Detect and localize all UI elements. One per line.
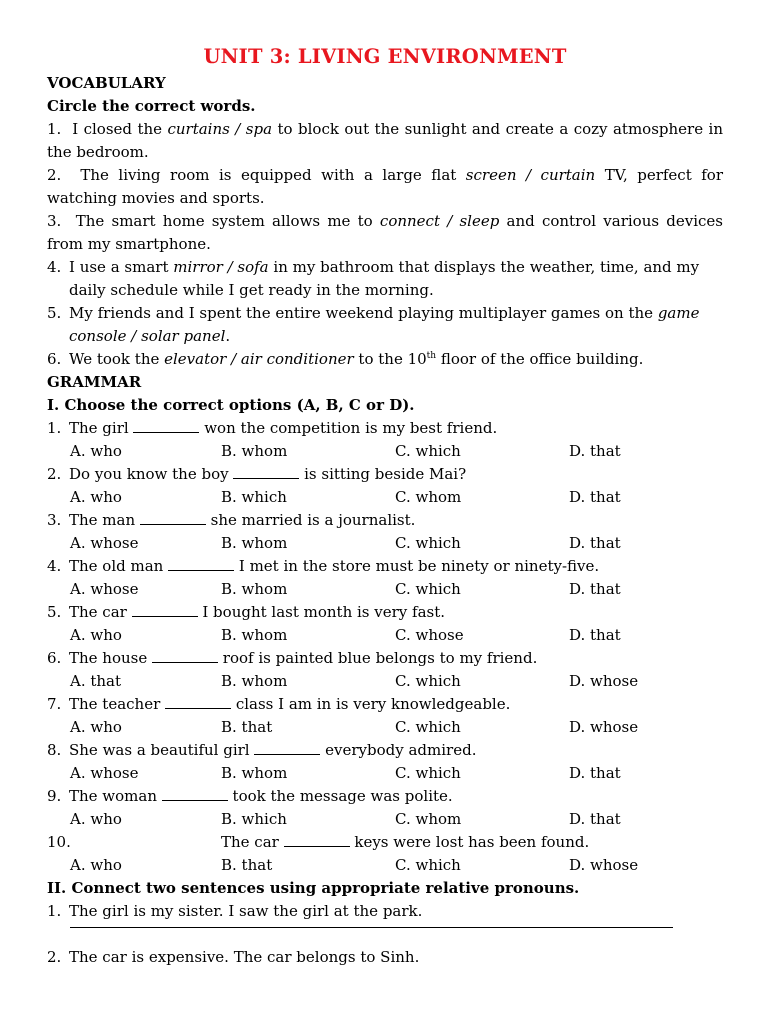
option-b[interactable]: B. whom — [221, 442, 288, 460]
question-stem — [47, 555, 723, 578]
option-d[interactable]: D. that — [569, 442, 621, 460]
question-text-after: keys were lost has been found. — [349, 833, 590, 851]
vocab-choice: screen / curtain — [465, 166, 596, 184]
vocab-number: 5. — [47, 304, 62, 322]
question-number: 9. — [47, 787, 62, 805]
option-b[interactable]: B. that — [221, 856, 273, 874]
option-d[interactable]: D. that — [569, 764, 621, 782]
question-text-after: I met in the store must be ninety or ninety-five. — [234, 557, 600, 575]
question-stem — [47, 601, 723, 624]
question-text-before: She was a beautiful girl — [69, 741, 255, 759]
connect-item-1 — [47, 900, 723, 946]
vocab-item-1 — [47, 118, 723, 164]
question-text-before: The girl — [69, 419, 134, 437]
question-text-after: roof is painted blue belongs to my friend. — [218, 649, 538, 667]
answer-blank[interactable] — [162, 786, 228, 801]
question-item — [47, 647, 723, 693]
vocab-text: We took the — [69, 350, 165, 368]
vocab-text-continued: watching movies and sports. — [47, 189, 265, 207]
question-text-after: is sitting beside Mai? — [299, 465, 467, 483]
question-number: 10. — [47, 833, 71, 851]
option-a[interactable]: A. who — [70, 810, 122, 828]
vocab-text: . — [225, 327, 231, 345]
superscript: th — [426, 351, 437, 361]
vocab-item-6 — [47, 348, 723, 371]
vocab-text: and control various devices — [499, 212, 724, 230]
option-c[interactable]: C. which — [395, 718, 461, 736]
option-a[interactable]: A. whose — [70, 534, 139, 552]
question-text-after: everybody admired. — [320, 741, 477, 759]
option-d[interactable]: D. whose — [569, 718, 639, 736]
vocab-choice: mirror / sofa — [173, 258, 269, 276]
vocab-text-continued: from my smartphone. — [47, 235, 211, 253]
question-item — [47, 463, 723, 509]
option-d[interactable]: D. whose — [569, 672, 639, 690]
question-text-before: The house — [69, 649, 153, 667]
vocab-text: TV, perfect for — [595, 166, 723, 184]
answer-blank[interactable] — [140, 510, 206, 525]
option-c[interactable]: C. whom — [395, 810, 462, 828]
question-text-after: took the message was polite. — [227, 787, 453, 805]
question-stem — [47, 647, 723, 670]
vocab-choice: console / solar panel — [69, 327, 226, 345]
option-c[interactable]: C. whom — [395, 488, 462, 506]
question-number: 3. — [47, 511, 62, 529]
vocab-text: The living room is equipped with a large flat — [80, 166, 466, 184]
option-c[interactable]: C. which — [395, 534, 461, 552]
option-a[interactable]: A. whose — [70, 764, 139, 782]
question-text-before: The car — [69, 603, 132, 621]
question-stem — [47, 463, 723, 486]
vocabulary-instruction: Circle the correct words. — [47, 97, 256, 115]
question-stem — [47, 785, 723, 808]
connect-text: The girl is my sister. I saw the girl at the park. — [69, 902, 423, 920]
option-a[interactable]: A. who — [70, 626, 122, 644]
option-row — [47, 854, 723, 877]
vocab-choice: connect / sleep — [379, 212, 500, 230]
vocab-text: I closed the — [72, 120, 168, 138]
vocab-number: 3. — [47, 212, 62, 230]
option-d[interactable]: D. that — [569, 626, 621, 644]
question-number: 7. — [47, 695, 62, 713]
vocab-text: floor of the office building. — [436, 350, 644, 368]
vocab-number: 1. — [47, 120, 62, 138]
vocab-choice: curtains / spa — [167, 120, 273, 138]
question-stem — [47, 739, 723, 762]
grammar-heading: GRAMMAR — [47, 373, 142, 391]
question-text-before: The old man — [69, 557, 169, 575]
answer-blank[interactable] — [165, 694, 231, 709]
answer-blank[interactable] — [254, 740, 320, 755]
question-stem — [47, 417, 723, 440]
question-list — [47, 417, 723, 877]
question-number: 4. — [47, 557, 62, 575]
option-a[interactable]: A. who — [70, 856, 122, 874]
answer-blank[interactable] — [168, 556, 234, 571]
question-text-before: The car — [221, 833, 284, 851]
option-c[interactable]: C. which — [395, 856, 461, 874]
option-d[interactable]: D. that — [569, 580, 621, 598]
vocab-text-continued: the bedroom. — [47, 143, 149, 161]
option-row — [47, 578, 723, 601]
answer-blank[interactable] — [152, 648, 218, 663]
vocab-number: 6. — [47, 350, 62, 368]
question-item — [47, 601, 723, 647]
answer-blank[interactable] — [132, 602, 198, 617]
option-b[interactable]: B. whom — [221, 534, 288, 552]
vocab-item-2 — [47, 164, 723, 210]
question-item — [47, 555, 723, 601]
question-number: 8. — [47, 741, 62, 759]
option-d[interactable]: D. that — [569, 488, 621, 506]
grammar-part1-instruction: I. Choose the correct options (A, B, C or D). — [47, 396, 415, 414]
option-row — [47, 762, 723, 785]
question-item — [47, 417, 723, 463]
option-c[interactable]: C. which — [395, 442, 461, 460]
vocab-item-5 — [47, 302, 723, 348]
vocabulary-heading: VOCABULARY — [47, 74, 166, 92]
question-item — [47, 693, 723, 739]
question-item — [47, 831, 723, 877]
question-stem — [47, 509, 723, 532]
option-row — [47, 670, 723, 693]
answer-line[interactable] — [70, 927, 673, 928]
option-row — [47, 808, 723, 831]
option-c[interactable]: C. which — [395, 580, 461, 598]
option-b[interactable]: B. whom — [221, 626, 288, 644]
option-row — [47, 486, 723, 509]
vocab-number: 2. — [47, 166, 62, 184]
connect-text: The car is expensive. The car belongs to Sinh. — [69, 948, 420, 966]
option-a[interactable]: A. who — [70, 488, 122, 506]
option-row — [47, 624, 723, 647]
question-text-after: class I am in is very knowledgeable. — [231, 695, 511, 713]
question-number: 2. — [47, 465, 62, 483]
question-stem — [47, 693, 723, 716]
option-b[interactable]: B. whom — [221, 672, 288, 690]
option-a[interactable]: A. who — [70, 442, 122, 460]
option-b[interactable]: B. which — [221, 810, 287, 828]
connect-number: 1. — [47, 902, 62, 920]
option-c[interactable]: C. which — [395, 672, 461, 690]
question-text-after: I bought last month is very fast. — [197, 603, 446, 621]
question-number: 6. — [47, 649, 62, 667]
option-a[interactable]: A. whose — [70, 580, 139, 598]
question-text-after: she married is a journalist. — [205, 511, 416, 529]
option-d[interactable]: D. whose — [569, 856, 639, 874]
vocab-text: I use a smart — [69, 258, 174, 276]
question-item — [47, 785, 723, 831]
vocab-text: My friends and I spent the entire weekend playing multiplayer games on the — [69, 304, 658, 322]
option-row — [47, 440, 723, 463]
vocab-text: to the 10 — [353, 350, 427, 368]
question-item — [47, 509, 723, 555]
option-c[interactable]: C. whose — [395, 626, 464, 644]
option-b[interactable]: B. that — [221, 718, 273, 736]
question-text-before: The man — [69, 511, 140, 529]
option-row — [47, 716, 723, 739]
option-b[interactable]: B. whom — [221, 580, 288, 598]
answer-blank[interactable] — [284, 832, 350, 847]
page-title: UNIT 3: LIVING ENVIRONMENT — [203, 45, 567, 68]
vocab-text: in my bathroom that displays the weather, time, and my — [268, 258, 700, 276]
vocab-text: The smart home system allows me to — [75, 212, 380, 230]
option-c[interactable]: C. which — [395, 764, 461, 782]
option-row — [47, 532, 723, 555]
vocab-item-3 — [47, 210, 723, 256]
question-text-before: The teacher — [69, 695, 166, 713]
option-a[interactable]: A. that — [70, 672, 122, 690]
vocab-text-continued: daily schedule while I get ready in the morning. — [69, 281, 434, 299]
option-a[interactable]: A. who — [70, 718, 122, 736]
worksheet-page — [47, 42, 723, 969]
vocab-choice: game — [657, 304, 700, 322]
option-b[interactable]: B. which — [221, 488, 287, 506]
question-item — [47, 739, 723, 785]
vocab-number: 4. — [47, 258, 62, 276]
answer-blank[interactable] — [233, 464, 299, 479]
grammar-part2-instruction: II. Connect two sentences using appropriate relative pronouns. — [47, 879, 580, 897]
answer-blank[interactable] — [133, 418, 199, 433]
connect-number: 2. — [47, 948, 62, 966]
option-d[interactable]: D. that — [569, 810, 621, 828]
vocab-text: to block out the sunlight and create a cozy atmosphere in — [272, 120, 723, 138]
question-text-after: won the competition is my best friend. — [199, 419, 498, 437]
option-b[interactable]: B. whom — [221, 764, 288, 782]
connect-item-2 — [47, 946, 723, 969]
question-text-before: Do you know the boy — [69, 465, 234, 483]
question-stem — [47, 831, 723, 854]
question-number: 1. — [47, 419, 62, 437]
option-d[interactable]: D. that — [569, 534, 621, 552]
question-text-before: The woman — [69, 787, 162, 805]
vocab-choice: elevator / air conditioner — [164, 350, 354, 368]
question-number: 5. — [47, 603, 62, 621]
vocab-item-4 — [47, 256, 723, 302]
